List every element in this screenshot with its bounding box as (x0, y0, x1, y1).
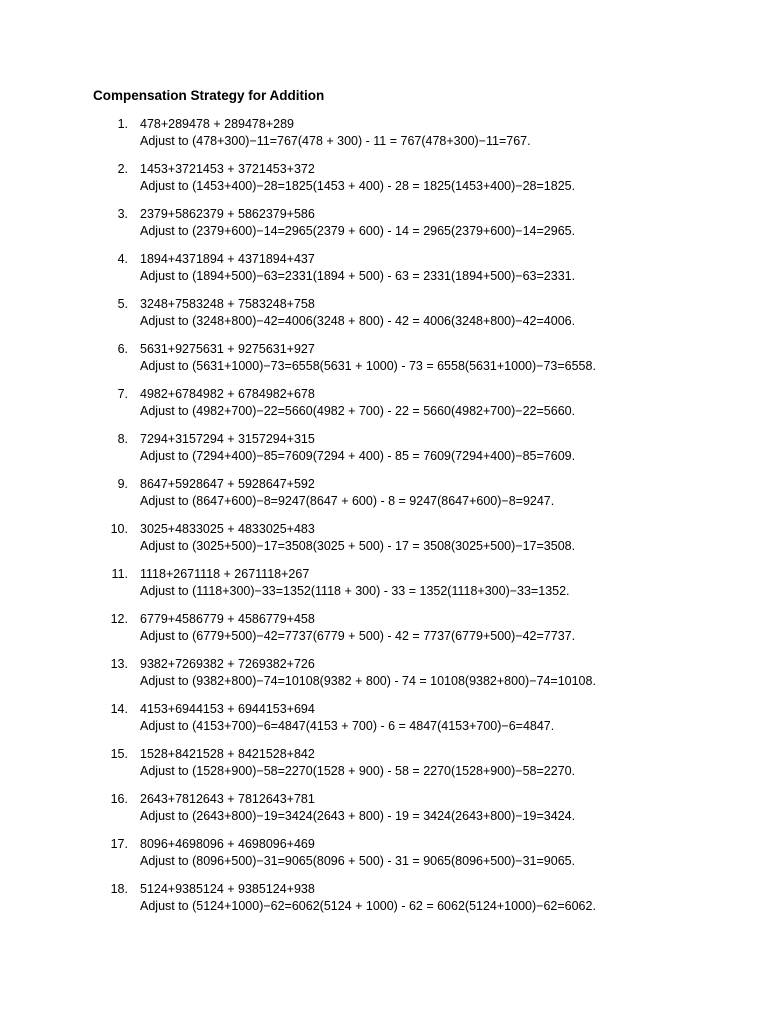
item-expression: 1894+4371894 + 4371894+437 (140, 252, 315, 266)
item-adjustment: Adjust to (8647+600)−8=9247(8647 + 600) - 8 = 9247(8647+600)−8=9247. (140, 494, 555, 508)
item-adjustment: Adjust to (3248+800)−42=4006(3248 + 800) - 42 = 4006(3248+800)−42=4006. (140, 314, 576, 328)
item-expression: 4982+6784982 + 6784982+678 (140, 387, 315, 401)
item-number: 8. (117, 432, 128, 446)
item-expression: 8096+4698096 + 4698096+469 (140, 837, 315, 851)
item-number: 13. (110, 657, 128, 671)
item-number: 17. (110, 837, 128, 851)
item-expression: 1118+2671118 + 2671118+267 (140, 567, 310, 581)
item-number: 6. (117, 342, 128, 356)
item-adjustment: Adjust to (2379+600)−14=2965(2379 + 600) - 14 = 2965(2379+600)−14=2965. (140, 224, 576, 238)
document-title: Compensation Strategy for Addition (93, 88, 325, 103)
item-number: 3. (117, 207, 128, 221)
item-adjustment: Adjust to (8096+500)−31=9065(8096 + 500) - 31 = 9065(8096+500)−31=9065. (140, 854, 576, 868)
item-adjustment: Adjust to (1453+400)−28=1825(1453 + 400) - 28 = 1825(1453+400)−28=1825. (140, 179, 576, 193)
item-expression: 5631+9275631 + 9275631+927 (140, 342, 315, 356)
item-number: 9. (117, 477, 128, 491)
item-expression: 478+289478 + 289478+289 (140, 117, 294, 131)
item-number: 18. (110, 882, 128, 896)
item-adjustment: Adjust to (4153+700)−6=4847(4153 + 700) - 6 = 4847(4153+700)−6=4847. (140, 719, 555, 733)
item-adjustment: Adjust to (1894+500)−63=2331(1894 + 500) - 63 = 2331(1894+500)−63=2331. (140, 269, 576, 283)
item-expression: 3248+7583248 + 7583248+758 (140, 297, 315, 311)
item-adjustment: Adjust to (4982+700)−22=5660(4982 + 700) - 22 = 5660(4982+700)−22=5660. (140, 404, 576, 418)
item-expression: 8647+5928647 + 5928647+592 (140, 477, 315, 491)
item-number: 15. (110, 747, 128, 761)
item-expression: 3025+4833025 + 4833025+483 (140, 522, 315, 536)
item-adjustment: Adjust to (6779+500)−42=7737(6779 + 500) - 42 = 7737(6779+500)−42=7737. (140, 629, 576, 643)
item-number: 12. (110, 612, 128, 626)
item-adjustment: Adjust to (1118+300)−33=1352(1118 + 300) - 33 = 1352(1118+300)−33=1352. (140, 584, 570, 598)
item-expression: 2643+7812643 + 7812643+781 (140, 792, 315, 806)
item-expression: 7294+3157294 + 3157294+315 (140, 432, 315, 446)
item-number: 4. (117, 252, 128, 266)
item-adjustment: Adjust to (478+300)−11=767(478 + 300) - 11 = 767(478+300)−11=767. (140, 134, 531, 148)
item-number: 11. (111, 567, 128, 581)
item-expression: 4153+6944153 + 6944153+694 (140, 702, 315, 716)
item-adjustment: Adjust to (5124+1000)−62=6062(5124 + 1000) - 62 = 6062(5124+1000)−62=6062. (140, 899, 596, 913)
item-expression: 5124+9385124 + 9385124+938 (140, 882, 315, 896)
item-expression: 1528+8421528 + 8421528+842 (140, 747, 315, 761)
item-number: 2. (117, 162, 128, 176)
item-adjustment: Adjust to (9382+800)−74=10108(9382 + 800) - 74 = 10108(9382+800)−74=10108. (140, 674, 596, 688)
item-number: 5. (117, 297, 128, 311)
item-number: 10. (110, 522, 128, 536)
item-number: 1. (117, 117, 128, 131)
item-expression: 6779+4586779 + 4586779+458 (140, 612, 315, 626)
item-number: 16. (110, 792, 128, 806)
item-number: 7. (117, 387, 128, 401)
item-adjustment: Adjust to (3025+500)−17=3508(3025 + 500) - 17 = 3508(3025+500)−17=3508. (140, 539, 576, 553)
item-expression: 1453+3721453 + 3721453+372 (140, 162, 315, 176)
item-adjustment: Adjust to (1528+900)−58=2270(1528 + 900) - 58 = 2270(1528+900)−58=2270. (140, 764, 576, 778)
item-number: 14. (110, 702, 128, 716)
item-adjustment: Adjust to (5631+1000)−73=6558(5631 + 1000) - 73 = 6558(5631+1000)−73=6558. (140, 359, 596, 373)
item-expression: 2379+5862379 + 5862379+586 (140, 207, 315, 221)
item-expression: 9382+7269382 + 7269382+726 (140, 657, 315, 671)
item-adjustment: Adjust to (7294+400)−85=7609(7294 + 400) - 85 = 7609(7294+400)−85=7609. (140, 449, 576, 463)
item-adjustment: Adjust to (2643+800)−19=3424(2643 + 800) - 19 = 3424(2643+800)−19=3424. (140, 809, 576, 823)
